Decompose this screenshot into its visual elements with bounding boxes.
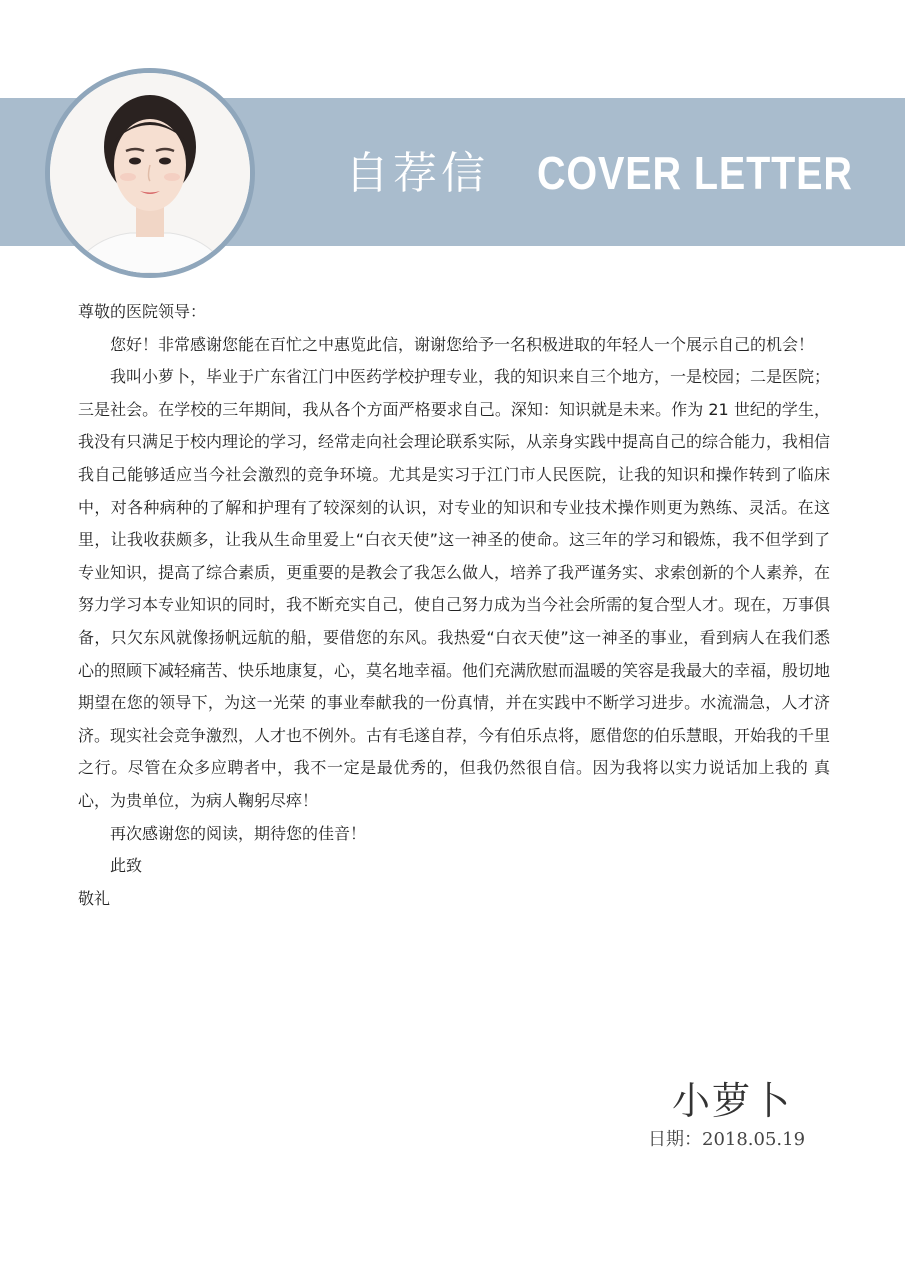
closing-regards: 敬礼	[78, 888, 111, 908]
title-english: COVER LETTER	[537, 147, 853, 199]
title-chinese: 自荐信	[345, 148, 489, 199]
main-paragraph: 我叫小萝卜，毕业于广东省江门中医药学校护理专业，我的知识来自三个地方，一是校园；二是医院；三是社会。在学校的三年期间，我从各个方面严格要求自己。深知：知识就是未来。作为 21 世纪的学生，我没有只满足于校内理论的学习，经常走向社会理论联系实际，从亲身实践中提高自己的综合能力，我相信我自己能够适应当今社会激烈的竞争环境。尤其是实习于江门市人民医院，让我的知识和操作转到了临床中，对各种病种的了解和护理有了较深刻的认识，对专业的知识和专业技术操作则更为熟练、灵活。在这里，让我收获颇多，让我从生命里爱上“白衣天使”这一神圣的使命。这三年的学习和锻炼，我不但学到了专业知识，提高了综合素质，更重要的是教会了我怎么做人，培养了我严谨务实、求索创新的个人素养，在努力学习本专业知识的同时，我不断充实自己，使自己努力成为当今社会所需的复合型人才。现在，万事俱备，只欠东风就像扬帆远航的船，要借您的东风。我热爱“白衣天使”这一神圣的事业，看到病人在我们悉心的照顾下减轻痛苦、快乐地康复，心，莫名地幸福。他们充满欣慰而温暖的笑容是我最大的幸福，殷切地期望在您的领导下，为这一光荣 的事业奉献我的一份真情，并在实践中不断学习进步。水流湍急，人才济济。现实社会竞争激烈，人才也不例外。古有毛遂自荐，今有伯乐点将，愿借您的伯乐慧眼，开始我的千里之行。尽管在众多应聘者中，我不一定是最优秀的，但我仍然很自信。因为我将以实力说话加上我的 真心，为贵单位，为病人鞠躬尽瘁！	[78, 367, 831, 810]
thanks-paragraph: 再次感谢您的阅读，期待您的佳音！	[110, 823, 367, 843]
letter-body	[78, 296, 830, 915]
portrait-photo-icon	[50, 73, 250, 273]
salutation: 尊敬的医院领导：	[78, 302, 207, 321]
avatar	[45, 68, 255, 278]
greeting-paragraph: 您好！非常感谢您能在百忙之中惠览此信，谢谢您给予一名积极进取的年轻人一个展示自己的机会！	[110, 334, 815, 354]
closing-respectfully: 此致	[110, 856, 143, 876]
signature-date: 日期：2018.05.19	[648, 1129, 806, 1150]
signature-name: 小萝卜	[672, 1079, 793, 1123]
